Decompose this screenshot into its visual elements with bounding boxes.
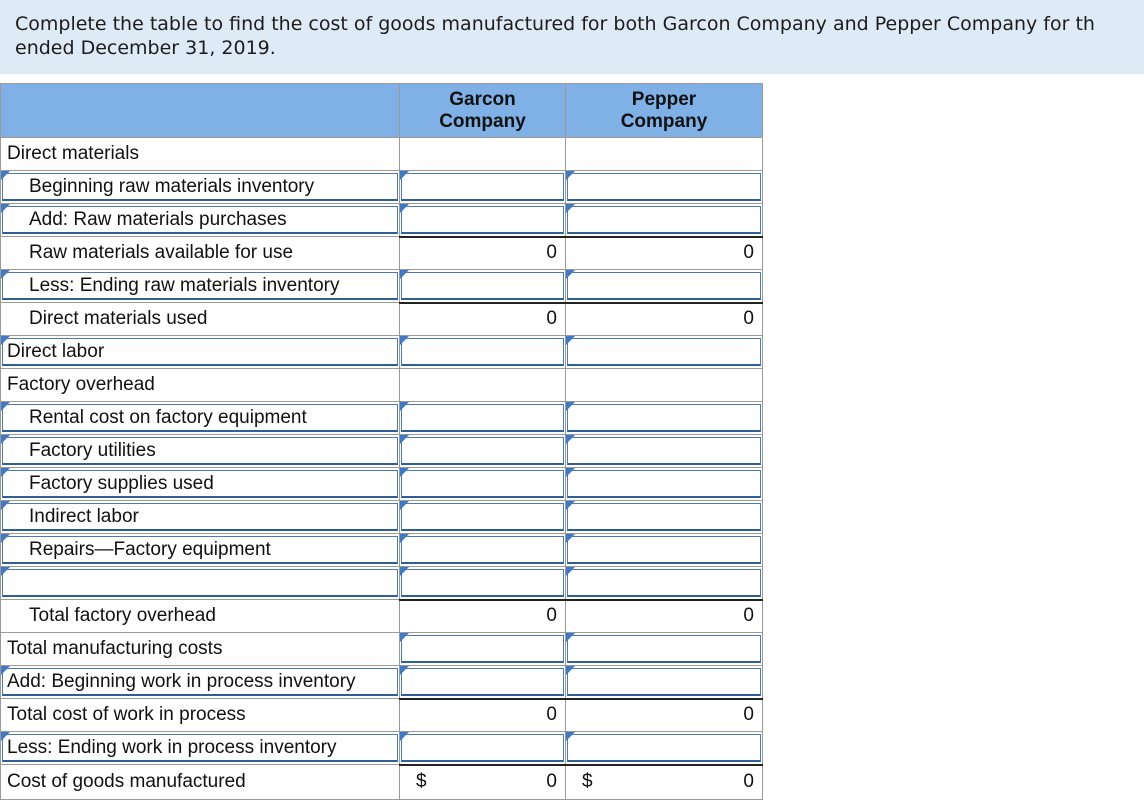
table-row bbox=[1, 237, 763, 270]
row-label: Less: Ending raw materials inventory bbox=[29, 275, 340, 296]
dropdown-marker-icon bbox=[566, 402, 575, 411]
row-label: Add: Beginning work in process inventory bbox=[7, 671, 356, 692]
pepper-input-factory-supplies[interactable] bbox=[566, 468, 763, 501]
row-label: Add: Raw materials purchases bbox=[29, 209, 287, 230]
pepper-computed-cell bbox=[566, 699, 763, 732]
garcon-computed-cell bbox=[400, 699, 566, 732]
row-label-cell bbox=[1, 138, 400, 171]
table-row bbox=[1, 171, 763, 204]
row-label-cell bbox=[1, 303, 400, 336]
garcon-computed-cell bbox=[400, 237, 566, 270]
garcon-input-beginning-raw-materials[interactable] bbox=[400, 171, 566, 204]
table-row bbox=[1, 765, 763, 800]
row-label-cell bbox=[1, 237, 400, 270]
row-label: Raw materials available for use bbox=[29, 242, 294, 263]
dropdown-marker-icon bbox=[400, 534, 409, 543]
dropdown-marker-icon bbox=[400, 633, 409, 642]
dropdown-marker-icon bbox=[1, 204, 10, 213]
pepper-value: 0 bbox=[743, 771, 754, 793]
dropdown-marker-icon bbox=[400, 567, 409, 576]
table-row bbox=[1, 138, 763, 171]
dropdown-marker-icon bbox=[400, 468, 409, 477]
row-label-cell bbox=[1, 633, 400, 666]
garcon-input-ending-raw-materials[interactable] bbox=[400, 270, 566, 303]
garcon-value: 0 bbox=[546, 771, 557, 793]
dropdown-marker-icon bbox=[1, 171, 10, 180]
garcon-input-factory-supplies[interactable] bbox=[400, 468, 566, 501]
row-label: Beginning raw materials inventory bbox=[29, 176, 315, 197]
header-pepper-company bbox=[566, 84, 763, 138]
table-row bbox=[1, 270, 763, 303]
cost-of-goods-manufactured-table bbox=[0, 83, 763, 800]
garcon-input-direct-labor[interactable] bbox=[400, 336, 566, 369]
garcon-input-repairs[interactable] bbox=[400, 534, 566, 567]
pepper-computed-cell bbox=[566, 303, 763, 336]
label-select-raw-materials-purchases[interactable] bbox=[1, 204, 400, 237]
pepper-input-direct-labor[interactable] bbox=[566, 336, 763, 369]
label-select-ending-wip[interactable] bbox=[1, 732, 400, 765]
pepper-input-repairs[interactable] bbox=[566, 534, 763, 567]
label-select-repairs[interactable] bbox=[1, 534, 400, 567]
table-row bbox=[1, 369, 763, 402]
dropdown-marker-icon bbox=[400, 171, 409, 180]
pepper-computed-cell bbox=[566, 765, 763, 800]
table-row bbox=[1, 402, 763, 435]
dropdown-marker-icon bbox=[400, 402, 409, 411]
dropdown-marker-icon bbox=[400, 435, 409, 444]
header-garcon-line-1: Garcon bbox=[449, 88, 516, 110]
table-row bbox=[1, 666, 763, 699]
garcon-input-beginning-wip[interactable] bbox=[400, 666, 566, 699]
dropdown-marker-icon bbox=[400, 270, 409, 279]
dropdown-marker-icon bbox=[566, 336, 575, 345]
label-select-blank[interactable] bbox=[1, 567, 400, 600]
label-select-rental-cost[interactable] bbox=[1, 402, 400, 435]
pepper-input-raw-materials-purchases[interactable] bbox=[566, 204, 763, 237]
label-select-factory-utilities[interactable] bbox=[1, 435, 400, 468]
garcon-value: 0 bbox=[546, 605, 557, 627]
pepper-input-rental-cost[interactable] bbox=[566, 402, 763, 435]
header-garcon-line-2: Company bbox=[439, 110, 526, 132]
pepper-input-factory-utilities[interactable] bbox=[566, 435, 763, 468]
row-label: Indirect labor bbox=[29, 506, 139, 527]
row-label: Direct materials bbox=[7, 143, 139, 164]
row-label: Direct materials used bbox=[29, 308, 208, 329]
pepper-input-beginning-wip[interactable] bbox=[566, 666, 763, 699]
row-label-cell bbox=[1, 369, 400, 402]
dropdown-marker-icon bbox=[400, 336, 409, 345]
table-row bbox=[1, 534, 763, 567]
row-label: Direct labor bbox=[7, 341, 105, 362]
dropdown-marker-icon bbox=[400, 732, 409, 741]
garcon-input-total-manufacturing-costs[interactable] bbox=[400, 633, 566, 666]
dropdown-marker-icon bbox=[400, 666, 409, 675]
row-label: Factory utilities bbox=[29, 440, 156, 461]
pepper-input-beginning-raw-materials[interactable] bbox=[566, 171, 763, 204]
label-select-beginning-wip[interactable] bbox=[1, 666, 400, 699]
garcon-input-indirect-labor[interactable] bbox=[400, 501, 566, 534]
row-label: Less: Ending work in process inventory bbox=[7, 737, 337, 758]
table-row bbox=[1, 633, 763, 666]
table-row bbox=[1, 204, 763, 237]
garcon-value: 0 bbox=[546, 242, 557, 264]
garcon-computed-cell bbox=[400, 765, 566, 800]
garcon-input-raw-materials-purchases[interactable] bbox=[400, 204, 566, 237]
table-row bbox=[1, 336, 763, 369]
garcon-computed-cell bbox=[400, 303, 566, 336]
header-garcon-company bbox=[400, 84, 566, 138]
dropdown-marker-icon bbox=[1, 567, 10, 576]
garcon-input-rental-cost[interactable] bbox=[400, 402, 566, 435]
table-header-row bbox=[1, 84, 763, 138]
label-select-ending-raw-materials[interactable] bbox=[1, 270, 400, 303]
dropdown-marker-icon bbox=[566, 270, 575, 279]
pepper-value: 0 bbox=[743, 242, 754, 264]
dropdown-marker-icon bbox=[1, 468, 10, 477]
table-row bbox=[1, 699, 763, 732]
label-select-beginning-raw-materials[interactable] bbox=[1, 171, 400, 204]
header-pepper-line-1: Pepper bbox=[631, 88, 697, 110]
table-row bbox=[1, 303, 763, 336]
dropdown-marker-icon bbox=[400, 204, 409, 213]
table-row bbox=[1, 435, 763, 468]
row-label-cell bbox=[1, 600, 400, 633]
pepper-empty-cell bbox=[566, 369, 763, 402]
dropdown-marker-icon bbox=[1, 402, 10, 411]
row-label: Repairs—Factory equipment bbox=[29, 539, 271, 560]
garcon-value: 0 bbox=[546, 704, 557, 726]
garcon-computed-cell bbox=[400, 600, 566, 633]
dropdown-marker-icon bbox=[566, 468, 575, 477]
dropdown-marker-icon bbox=[566, 204, 575, 213]
garcon-empty-cell bbox=[400, 369, 566, 402]
pepper-value: 0 bbox=[743, 605, 754, 627]
dropdown-marker-icon bbox=[1, 336, 10, 345]
dropdown-marker-icon bbox=[566, 534, 575, 543]
pepper-input-total-manufacturing-costs[interactable] bbox=[566, 633, 763, 666]
pepper-value: 0 bbox=[743, 308, 754, 330]
dropdown-marker-icon bbox=[566, 666, 575, 675]
dropdown-marker-icon bbox=[566, 501, 575, 510]
row-label: Rental cost on factory equipment bbox=[29, 407, 307, 428]
pepper-input-ending-wip[interactable] bbox=[566, 732, 763, 765]
row-label-cell bbox=[1, 699, 400, 732]
dropdown-marker-icon bbox=[566, 171, 575, 180]
table-row bbox=[1, 600, 763, 633]
dropdown-marker-icon bbox=[1, 270, 10, 279]
row-label-cell bbox=[1, 765, 400, 800]
currency-symbol: $ bbox=[582, 771, 593, 793]
garcon-input-blank[interactable] bbox=[400, 567, 566, 600]
dropdown-marker-icon bbox=[1, 435, 10, 444]
table-row bbox=[1, 468, 763, 501]
dropdown-marker-icon bbox=[566, 633, 575, 642]
dropdown-marker-icon bbox=[1, 666, 10, 675]
dropdown-marker-icon bbox=[566, 732, 575, 741]
row-label: Total cost of work in process bbox=[7, 704, 246, 725]
garcon-value: 0 bbox=[546, 308, 557, 330]
row-label: Total factory overhead bbox=[29, 605, 216, 626]
instructions-line-1: Complete the table to find the cost of goods manufactured for both Garcon Company and Pepper Company for th bbox=[15, 13, 1095, 35]
label-select-direct-labor[interactable] bbox=[1, 336, 400, 369]
pepper-computed-cell bbox=[566, 600, 763, 633]
row-label: Factory overhead bbox=[7, 374, 155, 395]
pepper-value: 0 bbox=[743, 704, 754, 726]
garcon-input-factory-utilities[interactable] bbox=[400, 435, 566, 468]
row-label: Factory supplies used bbox=[29, 473, 214, 494]
label-select-factory-supplies[interactable] bbox=[1, 468, 400, 501]
garcon-empty-cell bbox=[400, 138, 566, 171]
pepper-computed-cell bbox=[566, 237, 763, 270]
pepper-input-ending-raw-materials[interactable] bbox=[566, 270, 763, 303]
header-pepper-line-2: Company bbox=[620, 110, 708, 132]
header-blank-cell bbox=[1, 84, 400, 138]
instructions-banner bbox=[0, 0, 1144, 74]
dropdown-marker-icon bbox=[1, 501, 10, 510]
pepper-empty-cell bbox=[566, 138, 763, 171]
row-label: Total manufacturing costs bbox=[7, 638, 223, 659]
pepper-input-indirect-labor[interactable] bbox=[566, 501, 763, 534]
garcon-input-ending-wip[interactable] bbox=[400, 732, 566, 765]
dropdown-marker-icon bbox=[1, 534, 10, 543]
dropdown-marker-icon bbox=[566, 567, 575, 576]
table-row bbox=[1, 732, 763, 765]
currency-symbol: $ bbox=[416, 771, 427, 793]
table-row bbox=[1, 501, 763, 534]
table-row bbox=[1, 567, 763, 600]
dropdown-marker-icon bbox=[566, 435, 575, 444]
dropdown-marker-icon bbox=[1, 732, 10, 741]
row-label: Cost of goods manufactured bbox=[7, 771, 246, 792]
pepper-input-blank[interactable] bbox=[566, 567, 763, 600]
label-select-indirect-labor[interactable] bbox=[1, 501, 400, 534]
instructions-line-2: ended December 31, 2019. bbox=[15, 37, 276, 59]
dropdown-marker-icon bbox=[400, 501, 409, 510]
